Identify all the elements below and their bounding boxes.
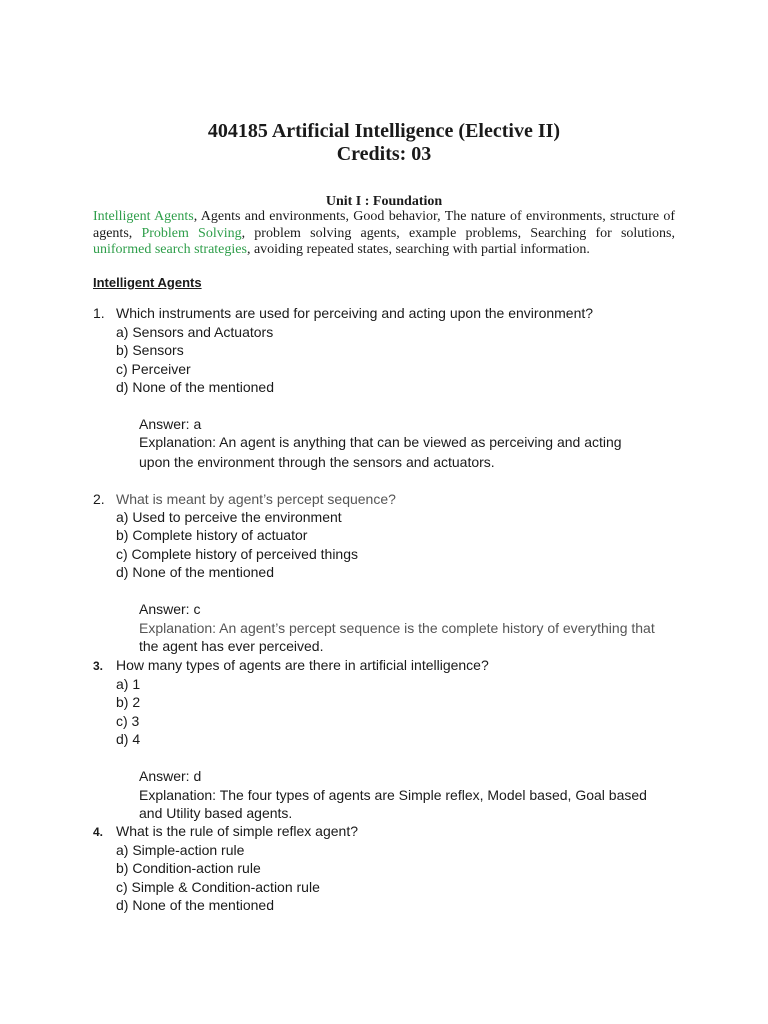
explanation-line-2: the agent has ever perceived.: [139, 638, 324, 654]
option-b: b) Condition-action rule: [116, 860, 261, 876]
topic-problem-solving: Problem Solving: [141, 225, 242, 241]
option-b: b) Sensors: [116, 342, 184, 358]
option-c: c) Complete history of perceived things: [116, 546, 358, 562]
question-text: What is the rule of simple reflex agent?: [116, 823, 359, 839]
option-b: b) Complete history of actuator: [116, 527, 308, 543]
option-a: a) Simple-action rule: [116, 842, 245, 858]
option-c: c) Simple & Condition-action rule: [116, 879, 320, 895]
question-number: 3.: [93, 659, 104, 673]
unit-description: [93, 209, 675, 259]
option-c: c) Perceiver: [116, 361, 191, 377]
question-number: 4.: [93, 825, 104, 839]
question-number: 2.: [93, 491, 105, 507]
option-a: a) 1: [116, 676, 141, 692]
explanation-line-1: Explanation: An agent’s percept sequence is the complete history of everything that: [139, 620, 655, 636]
option-a: a) Used to perceive the environment: [116, 509, 342, 525]
answer: Answer: c: [139, 601, 201, 617]
option-d: d) None of the mentioned: [116, 379, 274, 395]
answer: Answer: a: [139, 416, 202, 432]
explanation-line-2: upon the environment through the sensors and actuators.: [139, 454, 495, 470]
topic-uninformed-search: uniformed search strategies: [93, 242, 247, 257]
question-text: Which instruments are used for perceiving and acting upon the environment?: [116, 305, 594, 321]
explanation-line-1: Explanation: The four types of agents are Simple reflex, Model based, Goal based: [139, 787, 647, 803]
option-d: d) 4: [116, 731, 141, 747]
question-number: 1.: [93, 305, 105, 321]
unit-text-3: , avoiding repeated states, searching with partial information.: [246, 242, 590, 257]
option-d: d) None of the mentioned: [116, 897, 274, 913]
option-d: d) None of the mentioned: [116, 564, 274, 580]
unit-text-2: , problem solving agents, example problems, Searching for solutions,: [241, 225, 676, 241]
unit-text-1: , Agents and environments, Good behavior, The nature of environments, structure of agents,: [93, 209, 676, 241]
question-text: What is meant by agent’s percept sequence?: [116, 491, 396, 507]
topic-intelligent-agents: Intelligent Agents: [93, 209, 194, 224]
question-text: How many types of agents are there in artificial intelligence?: [116, 657, 489, 673]
option-c: c) 3: [116, 713, 140, 729]
option-a: a) Sensors and Actuators: [116, 324, 274, 340]
answer: Answer: d: [139, 768, 202, 784]
option-b: b) 2: [116, 694, 141, 710]
course-title: 404185 Artificial Intelligence (Elective II): [207, 120, 561, 142]
explanation-line-1: Explanation: An agent is anything that can be viewed as perceiving and acting: [139, 434, 622, 450]
explanation-line-2: and Utility based agents.: [139, 805, 293, 821]
course-credits: Credits: 03: [336, 143, 432, 165]
unit-title: Unit I : Foundation: [325, 194, 443, 209]
section-heading: Intelligent Agents: [93, 275, 202, 290]
